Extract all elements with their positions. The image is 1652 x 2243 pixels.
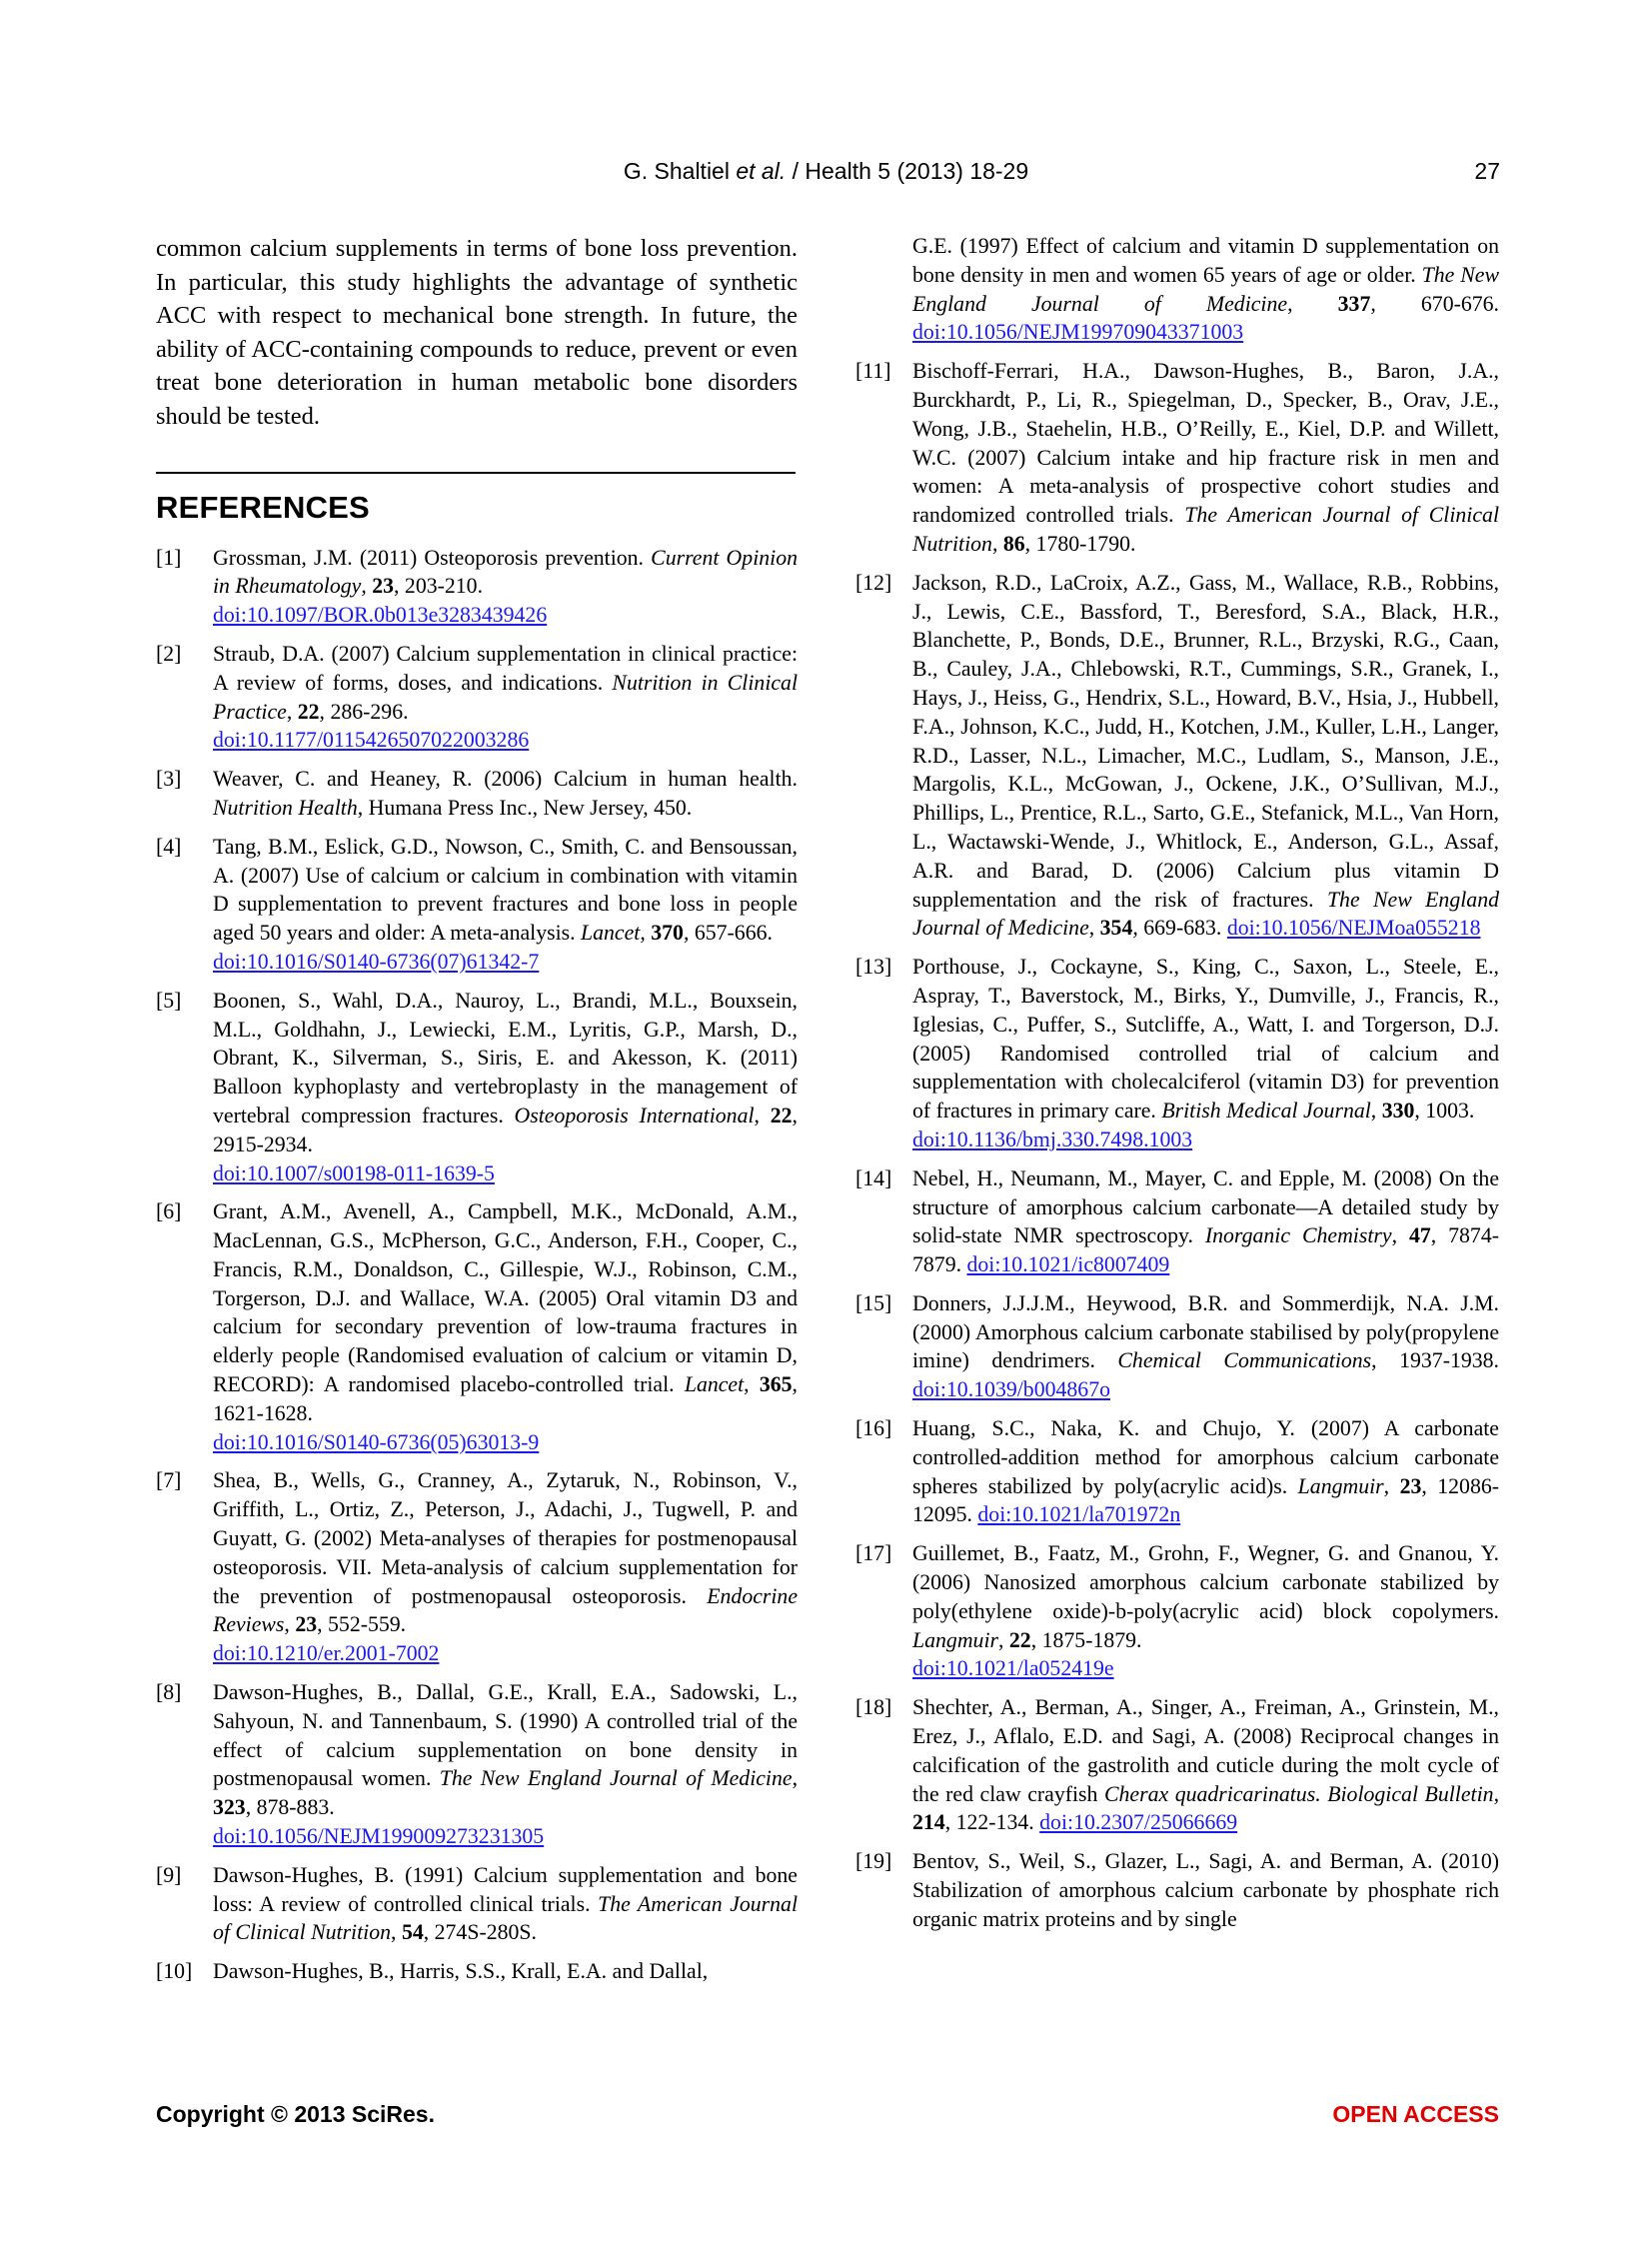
- reference-number: [12]: [855, 570, 892, 595]
- reference-pages: , 2915-2934.: [213, 1103, 798, 1156]
- reference-journal: Chemical Communications: [1117, 1348, 1372, 1373]
- doi-link[interactable]: doi:10.2307/25066669: [1039, 1810, 1238, 1835]
- references-heading: REFERENCES: [156, 489, 370, 525]
- reference-citation: Dawson-Hughes, B., Dallal, G.E., Krall, E.A., Sadowski, L., Sahyoun, N. and Tannenbaum, S. (1990) A controlled trial of the effect of calcium supplementation on bone density in postmenopausal women.: [213, 1680, 798, 1791]
- page-number: 27: [1474, 158, 1500, 184]
- reference-volume: 23: [372, 574, 395, 599]
- reference-entry: [855, 953, 1499, 1154]
- reference-pages: , Humana Press Inc., New Jersey, 450.: [357, 795, 693, 820]
- open-access-label: OPEN ACCESS: [1332, 2101, 1499, 2127]
- reference-number: [18]: [855, 1695, 892, 1720]
- reference-text: Jackson, R.D., LaCroix, A.Z., Gass, M., Wallace, R.B., Robbins, J., Lewis, C.E., Bassford, T., Beresford, S.A., Black, H.R., Blanchette, P., Bonds, D.E., Brunner, R.L., Brzyski, R.G., Caan, B., Cauley, J.A., Chlebowski, R.T., Cummings, S.R., Granek, I., Hays, J., Heiss, G., Hendrix, S.L., Howard, B.V., Hsia, J., Hubbell, F.A., Johnson, K.C., Judd, H., Kotchen, J.M., Kuller, L.H., Langer, R.D., Lasser, N.L., Limacher, M.C., Ludlam, S., Manson, J.E., Margolis, K.L., McGowan, J., Ockene, J.K., O’Sullivan, M.J., Phillips, L., Prentice, R.L., Sarto, G.E., Stefanick, M.L., Van Horn, L., Wactawski-Wende, J., Whitlock, E., Anderson, G.L., Assaf, A.R. and Barad, D. (2006) Calcium plus vitamin D supplementation and the risk of fractures. The New England Journal of Medicine, 354, 669-683. doi:10.1056/NEJMoa055218: [912, 570, 1499, 941]
- reference-volume: 86: [1002, 531, 1025, 556]
- reference-text: Grant, A.M., Avenell, A., Campbell, M.K., McDonald, A.M., MacLennan, G.S., McPherson, G.C., Anderson, F.H., Cooper, C., Francis, R.M., Donaldson, C., Gillespie, W.J., Robinson, C.M., Torgerson, D.J. and Wallace, W.A. (2005) Oral vitamin D3 and calcium for secondary prevention of low-trauma fractures in elderly people (Randomised evaluation of calcium or vitamin D, RECORD): A randomised placebo-controlled trial. Lancet, 365, 1621-1628. doi:10.1016/S0140-6736(05)63013-9: [213, 1199, 798, 1454]
- reference-number: [14]: [855, 1165, 892, 1190]
- reference-number: [8]: [156, 1680, 182, 1705]
- reference-entry: [156, 1678, 798, 1851]
- reference-number: [11]: [855, 359, 891, 384]
- doi-link[interactable]: doi:10.1210/er.2001-7002: [213, 1641, 440, 1666]
- reference-pages: , 122-134.: [944, 1810, 1040, 1835]
- reference-volume: 365: [759, 1372, 793, 1397]
- reference-text: Straub, D.A. (2007) Calcium supplementation in clinical practice: A review of forms, doses, and indications. Nutrition in Clinical Practice, 22, 286-296. doi:10.1177/0115426507022003286: [213, 641, 799, 753]
- reference-citation: Shechter, A., Berman, A., Singer, A., Freiman, A., Grinstein, M., Erez, J., Aflalo, E.D. and Sagi, A. (2008) Reciprocal changes in calcification of the gastrolith and cuticle during the molt cycle of the red claw crayfish: [912, 1695, 1499, 1806]
- doi-link[interactable]: doi:10.1021/la701972n: [977, 1502, 1181, 1527]
- reference-text: [213, 1957, 798, 1986]
- doi-link[interactable]: doi:10.1021/ic8007409: [966, 1252, 1170, 1277]
- reference-citation: Shea, B., Wells, G., Cranney, A., Zytaruk, N., Robinson, V., Griffith, L., Ortiz, Z., Peterson, J., Adachi, J., Tugwell, P. and Guyatt, G. (2002) Meta-analyses of therapies for postmenopausal osteoporosis. VII. Meta-analysis of calcium supplementation for the prevention of postmenopausal osteoporosis.: [213, 1468, 798, 1608]
- reference-pages: , 7874-7879.: [912, 1223, 1499, 1277]
- reference-volume: 54: [401, 1920, 424, 1945]
- reference-journal: Endocrine Reviews: [213, 1583, 798, 1637]
- doi-link[interactable]: doi:10.1021/la052419e: [912, 1656, 1114, 1681]
- reference-journal: The New England Journal of Medicine: [439, 1766, 793, 1791]
- reference-number: [6]: [156, 1199, 182, 1224]
- running-head-journal: / Health 5 (2013) 18-29: [786, 158, 1029, 184]
- reference-text: [912, 1847, 1499, 1933]
- reference-citation: Dawson-Hughes, B., Harris, S.S., Krall, E.A. and Dallal,: [213, 1959, 709, 1984]
- doi-link[interactable]: doi:10.1016/S0140-6736(05)63013-9: [213, 1429, 540, 1454]
- reference-entry: [855, 1847, 1499, 1933]
- conclusion-paragraph: common calcium supplements in terms of bone loss prevention. In particular, this study highlights the advantage of synthetic ACC with respect to mechanical bone strength. In future, the ability of ACC-containing compounds to reduce, prevent or even treat bone deterioration in human metabolic bone disorders should be tested.: [156, 235, 798, 430]
- doi-link[interactable]: doi:10.1097/BOR.0b013e3283439426: [213, 603, 548, 628]
- reference-pages: , 1937-1938.: [1371, 1348, 1499, 1373]
- reference-volume: 22: [297, 699, 320, 724]
- reference-list-right: [855, 357, 1499, 1933]
- reference-journal: Lancet: [684, 1372, 745, 1397]
- reference-list-left: [156, 544, 798, 1986]
- reference-pages: , 286-296.: [319, 699, 409, 724]
- reference-text: Dawson-Hughes, B. (1991) Calcium supplementation and bone loss: A review of controlled clinical trials. The American Journal of Clinical Nutrition, 54, 274S-280S.: [213, 1862, 798, 1945]
- reference-citation: Tang, B.M., Eslick, G.D., Nowson, C., Smith, C. and Bensoussan, A. (2007) Use of calcium or calcium in combination with vitamin D supplementation to prevent fractures and bone loss in people aged 50 years and older: A meta-analysis.: [213, 834, 798, 946]
- reference-volume: 22: [1008, 1627, 1031, 1652]
- reference-text: G.E. (1997) Effect of calcium and vitamin D supplementation on bone density in men and women 65 years of age or older.: [912, 234, 1499, 287]
- reference-volume: 370: [651, 921, 684, 946]
- running-head-et-al: et al.: [736, 158, 787, 184]
- reference-entry: [855, 1693, 1499, 1837]
- reference-entry: [855, 569, 1499, 943]
- reference-pages: , 274S-280S.: [423, 1920, 537, 1945]
- reference-entry: [156, 1197, 798, 1456]
- doi-link[interactable]: doi:10.1177/0115426507022003286: [213, 728, 530, 753]
- reference-entry: [855, 1164, 1499, 1279]
- reference-text: Shea, B., Wells, G., Cranney, A., Zytaruk, N., Robinson, V., Griffith, L., Ortiz, Z., Peterson, J., Adachi, J., Tugwell, P. and Guyatt, G. (2002) Meta-analyses of therapies for postmenopausal osteoporosis. VII. Meta-analysis of calcium supplementation for the prevention of postmenopausal osteoporosis. Endocrine Reviews, 23, 552-559. doi:10.1210/er.2001-7002: [213, 1468, 798, 1666]
- reference-number: [10]: [156, 1959, 193, 1984]
- reference-text: Porthouse, J., Cockayne, S., King, C., Saxon, L., Steele, E., Aspray, T., Baverstock, M., Birks, Y., Dumville, J., Francis, R., Iglesias, C., Puffer, S., Sutcliffe, A., Watt, I. and Torgerson, D.J. (2005) Randomised controlled trial of calcium and supplementation with cholecalciferol (vitamin D3) for prevention of fractures in primary care. British Medical Journal, 330, 1003. doi:10.1136/bmj.330.7498.1003: [912, 955, 1499, 1151]
- reference-number: [19]: [855, 1849, 892, 1874]
- doi-link[interactable]: doi:10.1016/S0140-6736(07)61342-7: [213, 949, 540, 974]
- reference-volume: 323: [213, 1795, 246, 1820]
- reference-citation: Weaver, C. and Heaney, R. (2006) Calcium in human health.: [213, 767, 798, 792]
- reference-text: Tang, B.M., Eslick, G.D., Nowson, C., Smith, C. and Bensoussan, A. (2007) Use of calcium or calcium in combination with vitamin D supplementation to prevent fractures and bone loss in people aged 50 years and older: A meta-analysis. Lancet, 370, 657-666. doi:10.1016/S0140-6736(07)61342-7: [213, 834, 798, 974]
- reference-citation: Bentov, S., Weil, S., Glazer, L., Sagi, A. and Berman, A. (2010) Stabilization of amorphous calcium carbonate by phosphate rich organic matrix proteins and by single: [912, 1849, 1499, 1931]
- running-head-authors: G. Shaltiel: [623, 158, 737, 184]
- reference-number: [2]: [156, 641, 182, 666]
- reference-pages: , 1003.: [1414, 1099, 1475, 1123]
- copyright-notice: Copyright © 2013 SciRes.: [156, 2101, 435, 2127]
- reference-citation: Bischoff-Ferrari, H.A., Dawson-Hughes, B., Baron, J.A., Burckhardt, P., Li, R., Spiegelman, D., Specker, B., Orav, J.E., Wong, J.B., Staehelin, H.B., O’Reilly, E., Kiel, D.P. and Willett, W.C. (2007) Calcium intake and hip fracture risk in men and women: A meta-analysis of prospective cohort studies and randomized controlled trials.: [912, 359, 1499, 528]
- reference-entry: [156, 544, 798, 630]
- reference-entry: [855, 1539, 1499, 1683]
- reference-citation: Straub, D.A. (2007) Calcium supplementation in clinical practice: A review of forms, doses, and indications.: [213, 641, 798, 695]
- reference-volume: 22: [770, 1103, 793, 1127]
- reference-text: [912, 1289, 1499, 1404]
- reference-entry: [156, 640, 798, 755]
- reference-volume: 23: [1399, 1473, 1422, 1498]
- doi-link[interactable]: doi:10.1056/NEJM199009273231305: [213, 1824, 545, 1849]
- reference-text: Guillemet, B., Faatz, M., Grohn, F., Wegner, G. and Gnanou, Y. (2006) Nanosized amorphous calcium carbonate stabilized by poly(ethylene oxide)-b-poly(acrylic acid) block copolymers. Langmuir, 22, 1875-1879. doi:10.1021/la052419e: [912, 1541, 1499, 1681]
- reference-pages: , 878-883.: [245, 1795, 335, 1820]
- reference-number: [17]: [855, 1541, 892, 1566]
- reference-entry: [156, 833, 798, 977]
- reference-text: [213, 765, 798, 823]
- reference-entry: [156, 987, 798, 1188]
- doi-link[interactable]: doi:10.1136/bmj.330.7498.1003: [912, 1126, 1193, 1151]
- reference-volume: 47: [1408, 1223, 1431, 1248]
- doi-link[interactable]: doi:10.1007/s00198-011-1639-5: [213, 1160, 495, 1185]
- reference-journal: Langmuir: [912, 1627, 998, 1652]
- reference-volume: 330: [1381, 1099, 1415, 1123]
- reference-pages: , 670-676.: [1370, 291, 1500, 316]
- reference-pages: , 552-559.: [317, 1612, 407, 1637]
- left-column: [156, 232, 798, 1996]
- reference-text: Grossman, J.M. (2011) Osteoporosis prevention. Current Opinion in Rheumatology, 23, 203-210. doi:10.1097/BOR.0b013e3283439426: [213, 545, 798, 628]
- reference-entry: [156, 765, 798, 823]
- reference-pages: , 1780-1790.: [1024, 531, 1136, 556]
- running-head-title: [0, 158, 1652, 185]
- reference-10-continued: G.E. (1997) Effect of calcium and vitamin D supplementation on bone density in men and women 65 years of age or older. The New England Journal of Medicine, 337, 670-676. doi:10.1056/NEJM199709043371003: [912, 234, 1500, 345]
- reference-pages: , 1621-1628.: [213, 1372, 798, 1425]
- reference-entry: [855, 357, 1499, 559]
- section-divider: [156, 472, 796, 474]
- reference-citation: Donners, J.J.J.M., Heywood, B.R. and Sommerdijk, N.A. J.M. (2000) Amorphous calcium carbonate stabilised by poly(propylene imine) dendrimers.: [912, 1290, 1499, 1373]
- reference-number: [13]: [855, 955, 892, 980]
- reference-volume: 214: [912, 1810, 945, 1835]
- reference-volume: 354: [1099, 916, 1133, 941]
- reference-pages: , 12086-12095.: [912, 1473, 1499, 1527]
- reference-text: Dawson-Hughes, B., Dallal, G.E., Krall, E.A., Sadowski, L., Sahyoun, N. and Tannenbaum, S. (1990) A controlled trial of the effect of calcium supplementation on bone density in postmenopausal women. The New England Journal of Medicine, 323, 878-883. doi:10.1056/NEJM199009273231305: [213, 1680, 799, 1849]
- reference-number: [5]: [156, 988, 182, 1013]
- reference-journal: Inorganic Chemistry: [1204, 1223, 1392, 1248]
- reference-journal: Biological Bulletin: [1327, 1781, 1494, 1806]
- reference-citation: Grant, A.M., Avenell, A., Campbell, M.K., McDonald, A.M., MacLennan, G.S., McPherson, G.C., Anderson, F.H., Cooper, C., Francis, R.M., Donaldson, C., Gillespie, W.J., Robinson, C.M., Torgerson, D.J. and Wallace, W.A. (2005) Oral vitamin D3 and calcium for secondary prevention of low-trauma fractures in elderly people (Randomised evaluation of calcium or vitamin D, RECORD): A randomised placebo-controlled trial.: [213, 1199, 798, 1397]
- reference-citation: Grossman, J.M. (2011) Osteoporosis prevention.: [213, 545, 652, 570]
- reference-text: Bischoff-Ferrari, H.A., Dawson-Hughes, B., Baron, J.A., Burckhardt, P., Li, R., Spiegelman, D., Specker, B., Orav, J.E., Wong, J.B., Staehelin, H.B., O’Reilly, E., Kiel, D.P. and Willett, W.C. (2007) Calcium intake and hip fracture risk in men and women: A meta-analysis of prospective cohort studies and randomized controlled trials. The American Journal of Clinical Nutrition, 86, 1780-1790.: [912, 359, 1499, 556]
- reference-pages: , 669-683.: [1132, 916, 1227, 941]
- doi-link[interactable]: doi:10.1039/b004867o: [912, 1377, 1110, 1402]
- reference-journal: Cherax quadricarinatus.: [1104, 1781, 1328, 1806]
- reference-entry: [156, 1466, 798, 1668]
- reference-journal: The New England Journal of Medicine: [912, 887, 1499, 941]
- reference-citation: Guillemet, B., Faatz, M., Grohn, F., Wegner, G. and Gnanou, Y. (2006) Nanosized amorphous calcium carbonate stabilized by poly(ethylene oxide)-b-poly(acrylic acid) block copolymers.: [912, 1541, 1499, 1623]
- reference-text: Boonen, S., Wahl, D.A., Nauroy, L., Brandi, M.L., Bouxsein, M.L., Goldhahn, J., Lewiecki, E.M., Lyritis, G.P., Marsh, D., Obrant, K., Silverman, S., Siris, E. and Akesson, K. (2011) Balloon kyphoplasty and vertebroplasty in the management of vertebral compression fractures. Osteoporosis International, 22, 2915-2934. doi:10.1007/s00198-011-1639-5: [213, 988, 798, 1185]
- reference-citation: Huang, S.C., Naka, K. and Chujo, Y. (2007) A carbonate controlled-addition method for amorphous calcium carbonate spheres stabilized by poly(acrylic acid)s.: [912, 1416, 1499, 1498]
- reference-journal: Nutrition in Clinical Practice: [213, 670, 799, 724]
- reference-number: [3]: [156, 767, 182, 792]
- reference-number: [15]: [855, 1290, 892, 1315]
- reference-pages: , 657-666.: [683, 921, 773, 946]
- reference-number: [7]: [156, 1468, 182, 1493]
- reference-citation: Nebel, H., Neumann, M., Mayer, C. and Epple, M. (2008) On the structure of amorphous calcium carbonate—A detailed study by solid-state NMR spectroscopy.: [912, 1165, 1499, 1248]
- reference-journal: Lancet: [581, 921, 641, 946]
- reference-number: [16]: [855, 1416, 892, 1441]
- reference-number: [1]: [156, 545, 182, 570]
- reference-volume: 23: [295, 1612, 318, 1637]
- right-column: [855, 232, 1499, 1944]
- reference-citation: Jackson, R.D., LaCroix, A.Z., Gass, M., Wallace, R.B., Robbins, J., Lewis, C.E., Bassford, T., Beresford, S.A., Black, H.R., Blanchette, P., Bonds, D.E., Brunner, R.L., Brzyski, R.G., Caan, B., Cauley, J.A., Chlebowski, R.T., Cummings, S.R., Granek, I., Hays, J., Heiss, G., Hendrix, S.L., Howard, B.V., Hsia, J., Hubbell, F.A., Johnson, K.C., Judd, H., Kotchen, J.M., Kuller, L.H., Langer, R.D., Lasser, N.L., Limacher, M.C., Ludlam, S., Manson, J.E., Margolis, K.L., McGowan, J., Ockene, J.K., O’Sullivan, M.J., Phillips, L., Prentice, R.L., Sarto, G.E., Stefanick, M.L., Van Horn, L., Wactawski-Wende, J., Whitlock, E., Anderson, G.L., Assaf, A.R. and Barad, D. (2006) Calcium plus vitamin D supplementation and the risk of fractures.: [912, 570, 1499, 912]
- reference-journal: The American Journal of Clinical Nutrition: [912, 503, 1499, 556]
- reference-journal: Nutrition Health: [213, 795, 358, 820]
- reference-journal: The New England Journal of Medicine: [912, 262, 1499, 316]
- reference-text: Shechter, A., Berman, A., Singer, A., Freiman, A., Grinstein, M., Erez, J., Aflalo, E.D. and Sagi, A. (2008) Reciprocal changes in calcification of the gastrolith and cuticle during the molt cycle of the red claw crayfish Cherax quadricarinatus. Biological Bulletin, 214, 122-134. doi:10.2307/25066669: [912, 1695, 1500, 1835]
- reference-citation: Boonen, S., Wahl, D.A., Nauroy, L., Brandi, M.L., Bouxsein, M.L., Goldhahn, J., Lewiecki, E.M., Lyritis, G.P., Marsh, D., Obrant, K., Silverman, S., Siris, E. and Akesson, K. (2011) Balloon kyphoplasty and vertebroplasty in the management of vertebral compression fractures.: [213, 988, 798, 1127]
- reference-pages: , 1875-1879.: [1030, 1627, 1142, 1652]
- doi-link[interactable]: doi:10.1056/NEJM199709043371003: [912, 320, 1244, 345]
- reference-pages: , 203-210.: [394, 574, 484, 599]
- reference-journal: British Medical Journal: [1161, 1099, 1371, 1123]
- reference-number: [9]: [156, 1862, 182, 1887]
- reference-number: [4]: [156, 834, 182, 859]
- reference-citation: Porthouse, J., Cockayne, S., King, C., Saxon, L., Steele, E., Aspray, T., Baverstock, M., Birks, Y., Dumville, J., Francis, R., Iglesias, C., Puffer, S., Sutcliffe, A., Watt, I. and Torgerson, D.J. (2005) Randomised controlled trial of calcium and supplementation with cholecalciferol (vitamin D3) for prevention of fractures in primary care.: [912, 955, 1499, 1123]
- reference-entry: [156, 1957, 798, 1986]
- reference-journal: The American Journal of Clinical Nutrition: [213, 1891, 798, 1945]
- reference-journal: Current Opinion in Rheumatology: [213, 545, 798, 599]
- reference-volume: 337: [1337, 291, 1371, 316]
- reference-journal: Osteoporosis International: [514, 1103, 755, 1127]
- reference-entry: [855, 1289, 1499, 1404]
- reference-entry: [156, 1861, 798, 1947]
- reference-entry: [855, 1414, 1499, 1529]
- reference-citation: Dawson-Hughes, B. (1991) Calcium supplementation and bone loss: A review of controlled clinical trials.: [213, 1862, 798, 1916]
- doi-link[interactable]: doi:10.1056/NEJMoa055218: [1226, 916, 1481, 941]
- reference-journal: Langmuir: [1297, 1473, 1384, 1498]
- reference-text: Nebel, H., Neumann, M., Mayer, C. and Epple, M. (2008) On the structure of amorphous calcium carbonate—A detailed study by solid-state NMR spectroscopy. Inorganic Chemistry, 47, 7874-7879. doi:10.1021/ic8007409: [912, 1165, 1499, 1277]
- reference-text: Huang, S.C., Naka, K. and Chujo, Y. (2007) A carbonate controlled-addition method for amorphous calcium carbonate spheres stabilized by poly(acrylic acid)s. Langmuir, 23, 12086-12095. doi:10.1021/la701972n: [912, 1416, 1499, 1527]
